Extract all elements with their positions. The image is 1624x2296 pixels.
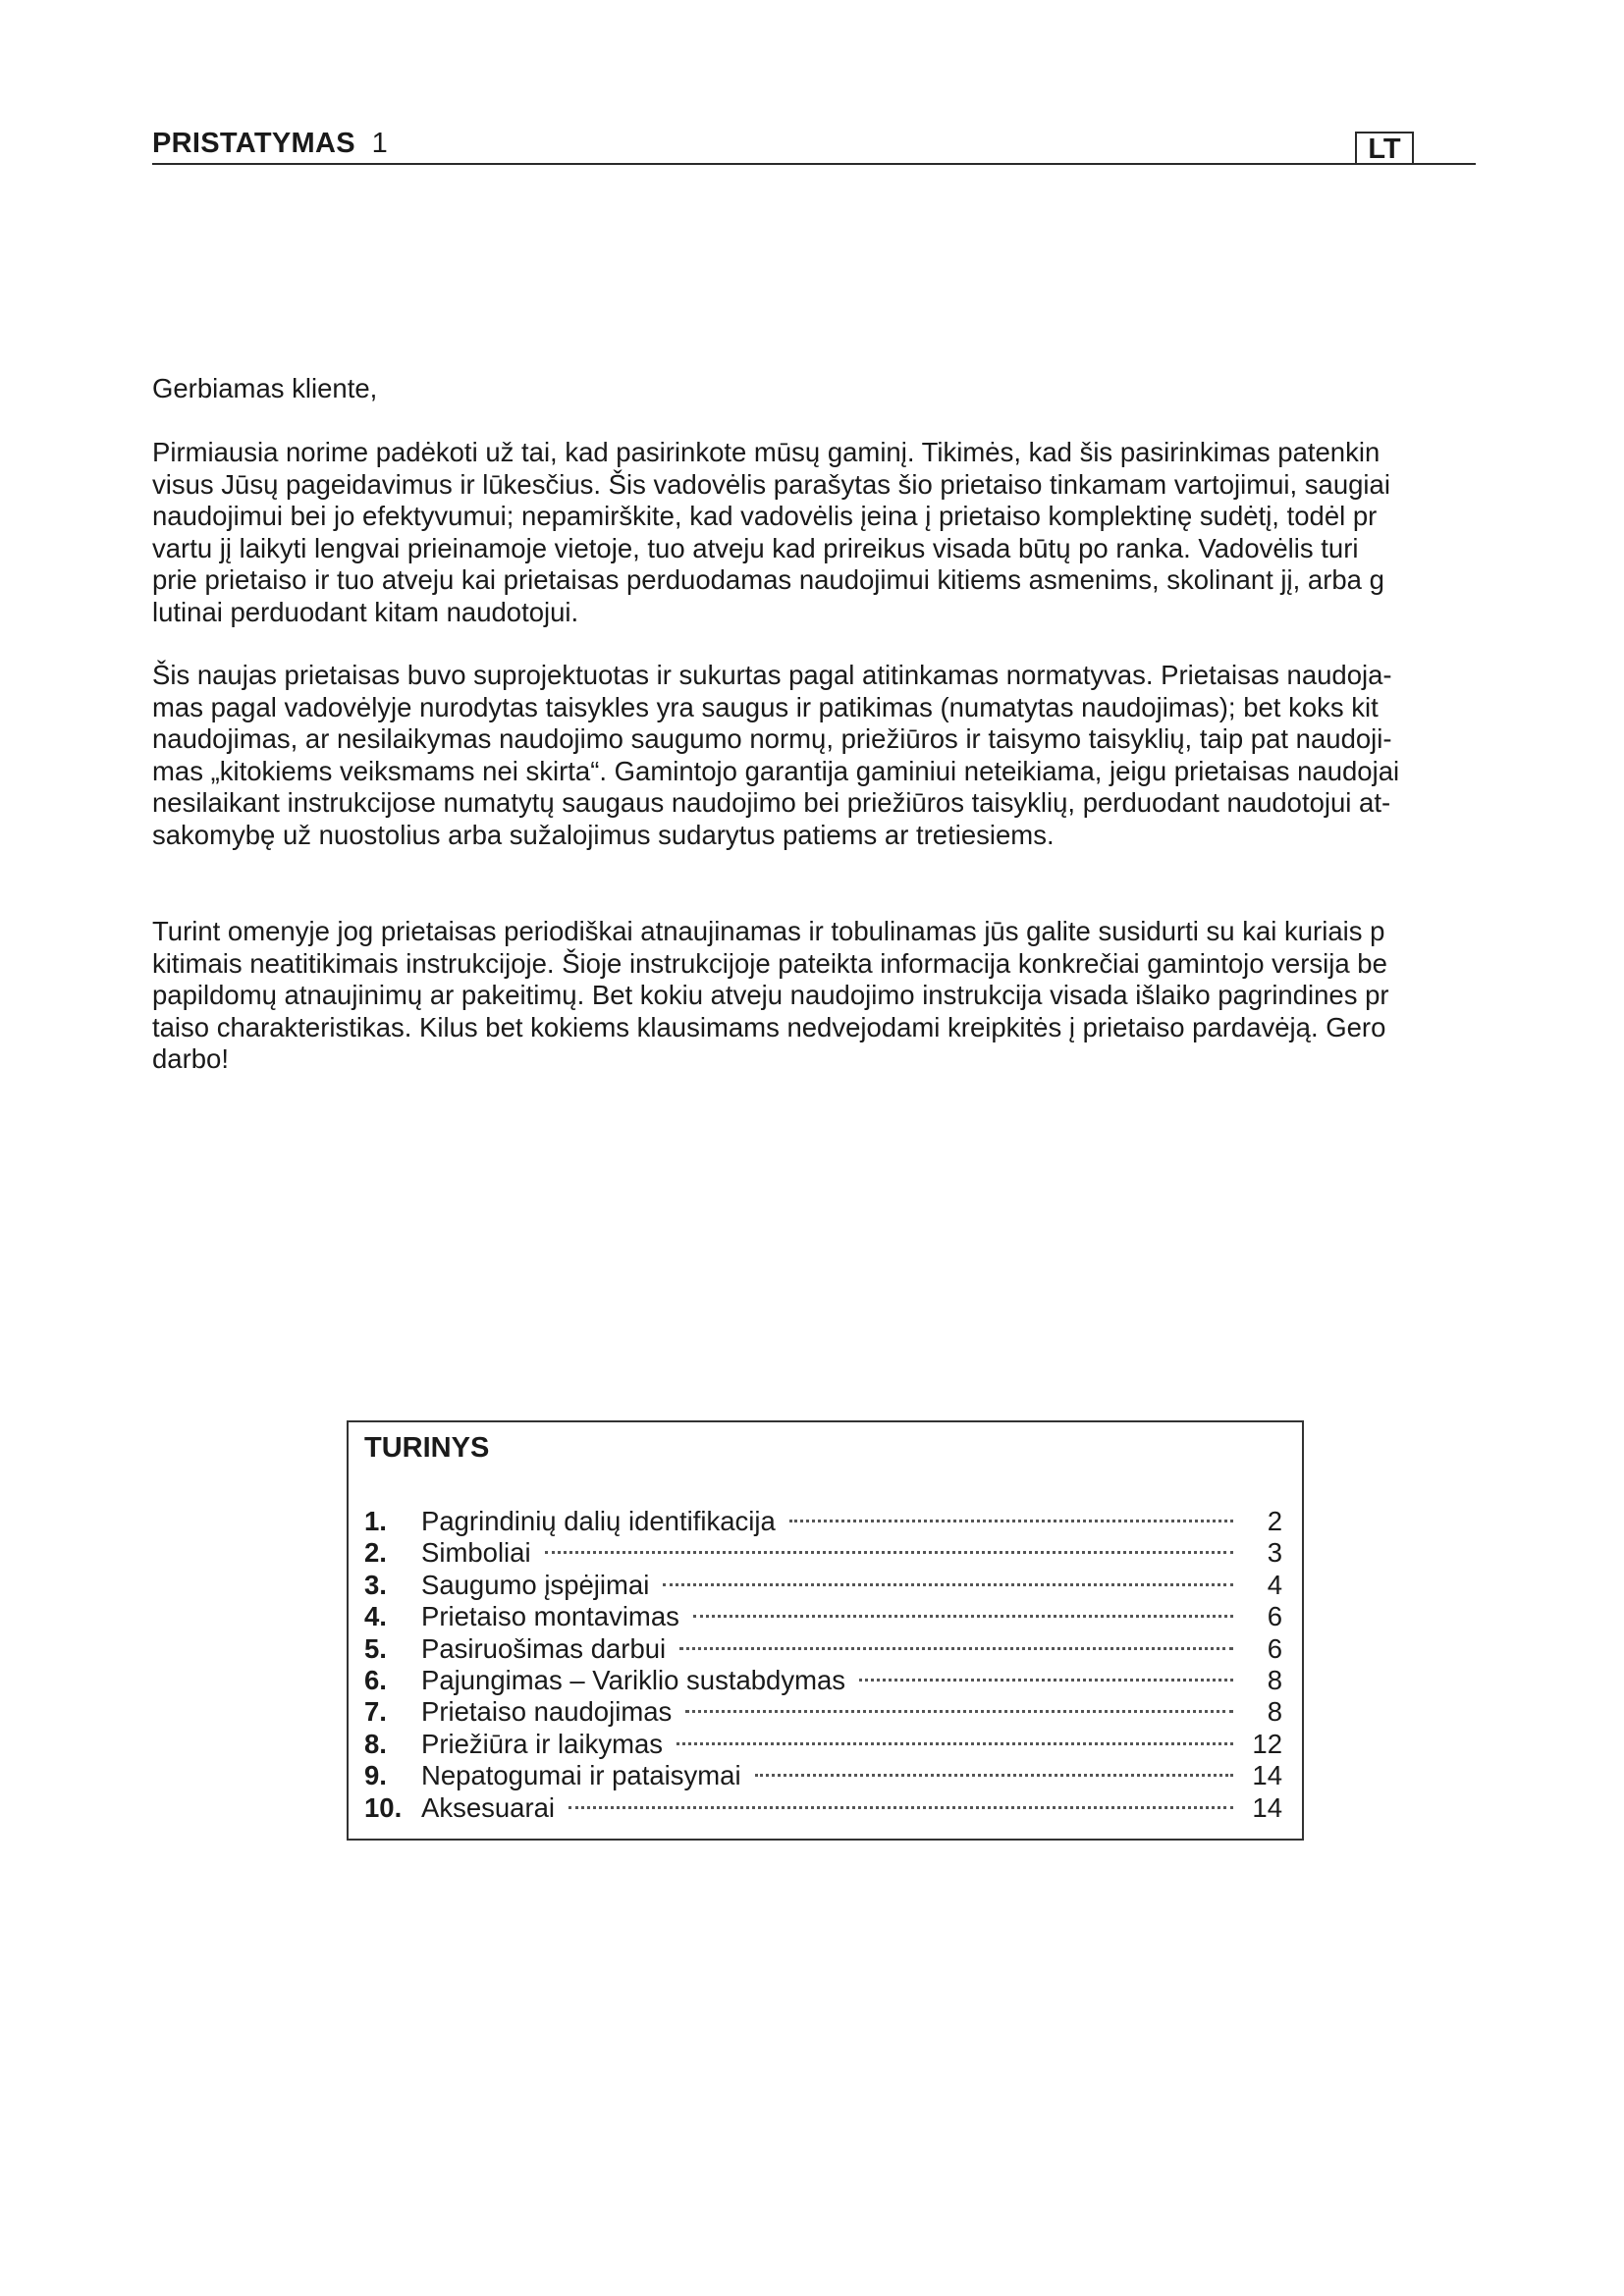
toc-item-label: Priežiūra ir laikymas: [421, 1728, 664, 1759]
toc-item-page: 4: [1267, 1569, 1282, 1600]
paragraph-line: naudojimas, ar nesilaikymas naudojimo saugumo normų, priežiūros ir taisymo taisyklių, taip pat naudoji-: [152, 723, 1392, 755]
toc-leader-dots: [685, 1678, 1233, 1713]
toc-item-number: 10.: [364, 1791, 403, 1823]
toc-leader-dots: [568, 1774, 1233, 1809]
paragraph-line: kitimais neatitikimais instrukcijoje. Šioje instrukcijoje pateikta informacija konkrečiai gamintojo versija be: [152, 947, 1387, 979]
toc-item-number: 1.: [364, 1506, 387, 1536]
toc-item-number: 8.: [364, 1728, 387, 1759]
toc-item-label: Simboliai: [421, 1537, 531, 1569]
paragraph-line: Turint omenyje jog prietaisas periodiškai atnaujinamas ir tobulinamas jūs galite susidurti su kai kuriais p: [152, 916, 1385, 946]
toc-item-page: 14: [1252, 1760, 1282, 1791]
paragraph-line: naudojimui bei jo efektyvumui; nepamirškite, kad vadovėlis įeina į prietaiso komplektinę sudėtį, todėl pr: [152, 501, 1378, 532]
toc-title: TURINYS: [364, 1432, 490, 1464]
toc-leader-dots: [755, 1741, 1233, 1777]
toc-item-label: Pajungimas – Variklio sustabdymas: [421, 1664, 846, 1695]
toc-leader-dots: [545, 1519, 1233, 1554]
paragraph-line: mas „kitokiems veiksmams nei skirta“. Gamintojo garantija gaminiui neteikiama, jeigu prietaisas naudojai: [152, 755, 1400, 786]
toc-item-number: 3.: [364, 1569, 387, 1600]
toc-item-label: Prietaiso montavimas: [421, 1601, 679, 1632]
paragraph-line: Pirmiausia norime padėkoti už tai, kad pasirinkote mūsų gaminį. Tikimės, kad šis pasirinkimas patenkin: [152, 437, 1380, 467]
toc-item-number: 6.: [364, 1664, 387, 1695]
toc-item-page: 8: [1267, 1664, 1282, 1695]
page-header: [152, 124, 1476, 165]
toc-item-number: 9.: [364, 1760, 387, 1791]
paragraph-line: prie prietaiso ir tuo atveju kai prietaisas perduodamas naudojimui kitiems asmenims, skolinant jį, arba g: [152, 564, 1384, 596]
toc-item-page: 14: [1252, 1791, 1282, 1823]
paragraph-line: darbo!: [152, 1043, 229, 1075]
toc-item-number: 2.: [364, 1537, 387, 1569]
paragraph-line: vartu jį laikyti lengvai prieinamoje vietoje, tuo atveju kad prireikus visada būtų po ranka. Vadovėlis turi: [152, 532, 1359, 563]
toc-item-number: 5.: [364, 1632, 387, 1664]
toc-item-page: 3: [1267, 1537, 1282, 1569]
toc-leader-dots: [663, 1551, 1233, 1586]
toc-leader-dots: [789, 1487, 1233, 1522]
paragraph-updates: [152, 916, 1586, 1076]
paragraph-line: nesilaikant instrukcijose numatytų saugaus naudojimo bei priežiūros taisyklių, perduodant naudotojui at-: [152, 787, 1391, 819]
toc-item-page: 8: [1267, 1696, 1282, 1728]
paragraph-safety: [152, 660, 1586, 852]
language-badge: LT: [1355, 132, 1414, 163]
toc-leader-dots: [677, 1710, 1233, 1745]
toc-item-label: Aksesuarai: [421, 1791, 556, 1823]
page-number: 1: [371, 128, 388, 159]
toc-item-label: Nepatogumai ir pataisymai: [421, 1760, 741, 1791]
toc-item-label: Pagrindinių dalių identifikacija: [421, 1506, 776, 1536]
paragraph-line: lutinai perduodant kitam naudotojui.: [152, 596, 579, 627]
paragraph-line: taiso charakteristikas. Kilus bet kokiems klausimams nedvejodami kreipkitės į prietaiso pardavėją. Gero: [152, 1011, 1386, 1042]
paragraph-line: visus Jūsų pageidavimus ir lūkesčius. Šis vadovėlis parašytas šio prietaiso tinkamam vartojimui, saugiai: [152, 468, 1390, 500]
paragraph-line: papildomų atnaujinimų ar pakeitimų. Bet kokiu atveju naudojimo instrukcija visada išlaiko pagrindines pr: [152, 980, 1389, 1011]
toc-item-label: Saugumo įspėjimai: [421, 1569, 650, 1600]
table-of-contents: [347, 1420, 1304, 1841]
paragraph-line: sakomybę už nuostolius arba sužalojimus sudarytus patiems ar tretiesiems.: [152, 819, 1055, 850]
toc-item-label: Pasiruošimas darbui: [421, 1632, 667, 1664]
paragraph-line: Šis naujas prietaisas buvo suprojektuotas ir sukurtas pagal atitinkamas normatyvas. Prietaisas naudoja-: [152, 660, 1392, 690]
toc-item-page: 6: [1267, 1632, 1282, 1664]
paragraph-line: mas pagal vadovėlyje nurodytas taisykles yra saugus ir patikimas (numatytas naudojimas); bet koks kit: [152, 691, 1379, 722]
toc-item-page: 12: [1252, 1728, 1282, 1759]
paragraph-intro: [152, 437, 1586, 629]
toc-item-page: 2: [1267, 1506, 1282, 1536]
greeting-line: Gerbiamas kliente,: [152, 373, 378, 403]
toc-item-page: 6: [1267, 1601, 1282, 1632]
section-name: PRISTATYMAS: [152, 128, 355, 159]
toc-list: [364, 1495, 1282, 1823]
greeting: [152, 373, 1586, 405]
toc-leader-dots: [859, 1646, 1233, 1682]
section-title: [152, 128, 388, 160]
toc-item-number: 7.: [364, 1696, 387, 1728]
toc-item-label: Prietaiso naudojimas: [421, 1696, 673, 1728]
toc-leader-dots: [679, 1615, 1233, 1650]
toc-item-number: 4.: [364, 1601, 387, 1632]
toc-leader-dots: [693, 1582, 1233, 1618]
